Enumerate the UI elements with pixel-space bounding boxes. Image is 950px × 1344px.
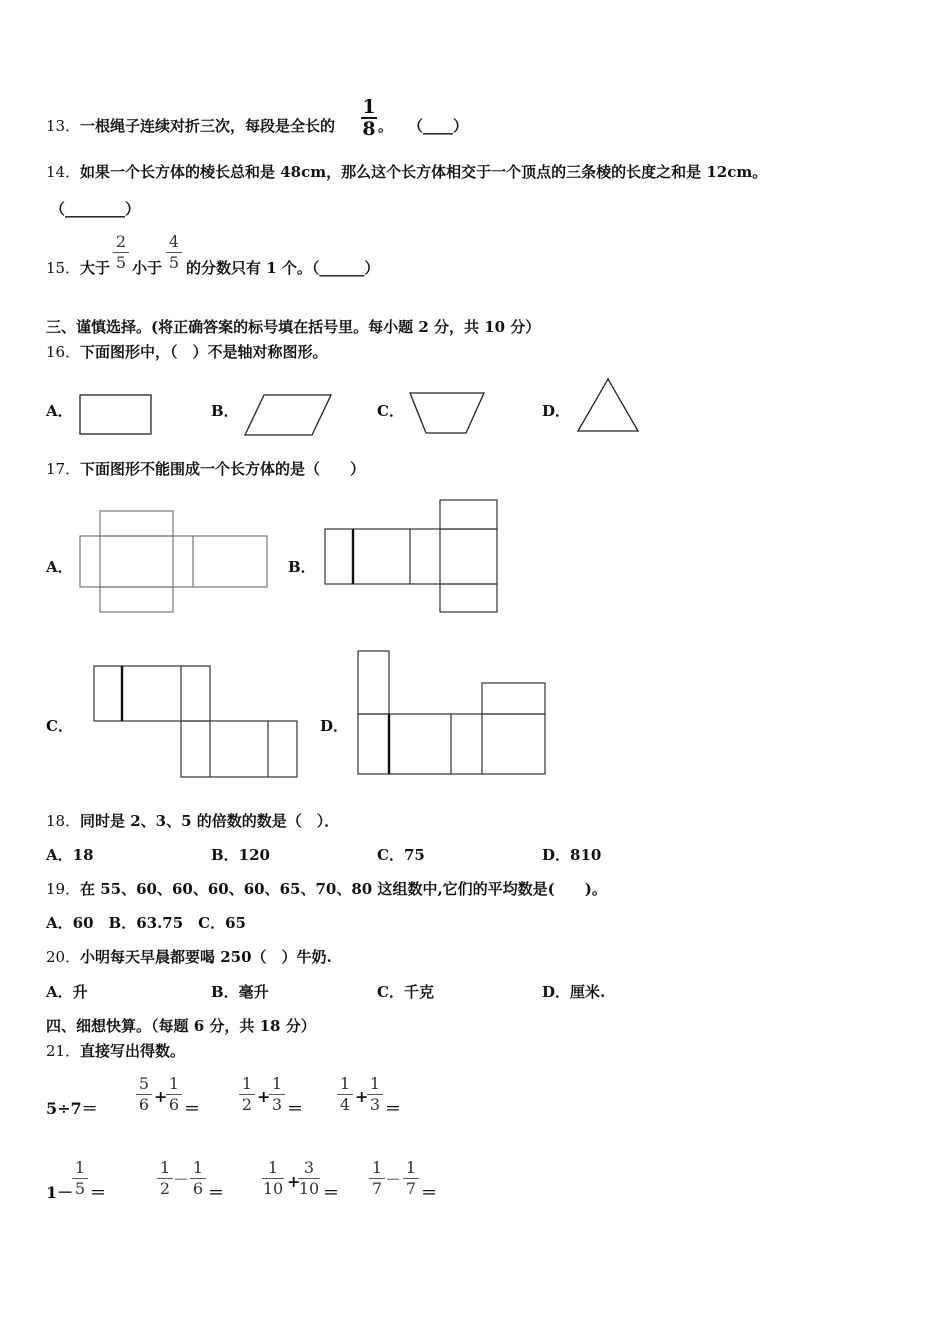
q16-number: 16． xyxy=(46,343,81,361)
q20-option-a[interactable]: A．升 xyxy=(46,983,88,1001)
num: 5 xyxy=(138,1074,150,1093)
q13-frac-den: 8 xyxy=(362,118,376,140)
net-a xyxy=(80,511,267,612)
calc-r1c3-frac-a xyxy=(239,1075,255,1114)
q17-option-a[interactable]: A． xyxy=(46,558,73,576)
q15-pre: 大于 xyxy=(80,259,111,277)
num: 1 xyxy=(168,1074,180,1093)
q16-text: 下面图形中，（ ）不是轴对称图形。 xyxy=(80,343,328,361)
net-d xyxy=(358,651,545,774)
num: 1 xyxy=(271,1074,283,1093)
q15-f1-den: 5 xyxy=(115,253,127,272)
section-4-title: 四、细想快算。（每题 6 分，共 18 分） xyxy=(46,1017,316,1035)
q18-option-b[interactable]: B．120 xyxy=(211,846,270,864)
num: 1 xyxy=(405,1158,417,1177)
q18-number: 18． xyxy=(46,812,81,830)
num: 1 xyxy=(192,1158,204,1177)
q15-f2-num: 4 xyxy=(168,232,180,251)
calc-r2c2-op: － xyxy=(173,1170,190,1189)
num: 1 xyxy=(159,1158,171,1177)
calc-r2c2-eq: ＝ xyxy=(208,1183,225,1202)
calc-r2c2-frac-a xyxy=(157,1159,173,1198)
calc-r1c4-eq: ＝ xyxy=(385,1099,402,1118)
trapezoid-shape xyxy=(410,393,484,433)
q15-f1-num: 2 xyxy=(115,232,127,251)
q15-mid: 小于 xyxy=(132,259,163,277)
calc-r1c4-frac-b xyxy=(367,1075,383,1114)
q13-number: 13． xyxy=(46,117,81,135)
den: 6 xyxy=(138,1095,150,1114)
q13-answer-blank[interactable]: （____） xyxy=(408,117,469,135)
q19-text: 在 55、60、60、60、60、65、70、80 这组数中,它们的平均数是( )。 xyxy=(80,880,607,898)
den: 3 xyxy=(369,1095,381,1114)
net-c xyxy=(94,666,297,777)
q20-text: 小明每天早晨都要喝 250（ ）牛奶. xyxy=(80,948,332,966)
den: 4 xyxy=(339,1095,351,1114)
q13-frac-num: 1 xyxy=(362,96,376,118)
den: 6 xyxy=(192,1179,204,1198)
den: 10 xyxy=(298,1179,320,1198)
den: 2 xyxy=(241,1095,253,1114)
q13-tail: 。 xyxy=(378,117,394,135)
q15-f2-den: 5 xyxy=(168,253,180,272)
q18-option-a[interactable]: A．18 xyxy=(46,846,94,864)
q13-text: 一根绳子连续对折三次，每段是全长的 xyxy=(80,117,336,135)
calc-r2c1-frac xyxy=(72,1159,88,1198)
q21-number: 21． xyxy=(46,1042,81,1060)
num: 3 xyxy=(303,1158,315,1177)
num: 1 xyxy=(371,1158,383,1177)
den: 7 xyxy=(405,1179,417,1198)
q16-option-b[interactable]: B． xyxy=(211,402,239,420)
q18-text: 同时是 2、3、5 的倍数的数是（ ）． xyxy=(80,812,340,830)
calc-r1c2-frac-b xyxy=(166,1075,182,1114)
calc-r2c3-frac-b xyxy=(298,1159,320,1198)
q15-number: 15． xyxy=(46,259,81,277)
q18-option-d[interactable]: D．810 xyxy=(542,846,602,864)
q20-number: 20． xyxy=(46,948,81,966)
calc-r1c2-frac-a xyxy=(136,1075,152,1114)
den: 3 xyxy=(271,1095,283,1114)
calc-r1c1: 5÷7＝ xyxy=(46,1099,98,1118)
calc-r1c4-op: + xyxy=(355,1087,369,1106)
q18-option-c[interactable]: C．75 xyxy=(377,846,425,864)
num: 1 xyxy=(369,1074,381,1093)
q20-option-b[interactable]: B．毫升 xyxy=(211,983,269,1001)
q16-option-c[interactable]: C． xyxy=(377,402,404,420)
calc-r1c3-frac-b xyxy=(269,1075,285,1114)
calc-r1c3-eq: ＝ xyxy=(287,1099,304,1118)
q17-option-b[interactable]: B． xyxy=(288,558,316,576)
calc-r2c1-eq: ＝ xyxy=(90,1183,107,1202)
q14-text: 如果一个长方体的棱长总和是 48cm，那么这个长方体相交于一个顶点的三条棱的长度之和是 12cm。 xyxy=(80,163,768,181)
q16-option-d[interactable]: D． xyxy=(542,402,571,420)
calc-r2c4-frac-b xyxy=(403,1159,419,1198)
q21-text: 直接写出得数。 xyxy=(80,1042,186,1060)
calc-r1c4-frac-a xyxy=(337,1075,353,1114)
calc-r1c3-op: + xyxy=(257,1087,271,1106)
section-3-title: 三、谨慎选择。(将正确答案的标号填在括号里。每小题 2 分，共 10 分） xyxy=(46,318,541,336)
q17-text: 下面图形不能围成一个长方体的是（ ） xyxy=(80,460,366,478)
parallelogram-shape xyxy=(245,395,331,435)
calc-r2c3-frac-a xyxy=(262,1159,284,1198)
net-b xyxy=(325,500,497,612)
q17-option-c[interactable]: C． xyxy=(46,717,73,735)
q16-option-a[interactable]: A． xyxy=(46,402,73,420)
den: 10 xyxy=(262,1179,284,1198)
q14-number: 14． xyxy=(46,163,81,181)
calc-r2c2-frac-b xyxy=(190,1159,206,1198)
den: 5 xyxy=(74,1179,86,1198)
num: 1 xyxy=(74,1158,86,1177)
q20-option-c[interactable]: C．千克 xyxy=(377,983,434,1001)
calc-r1c2-op: + xyxy=(154,1087,168,1106)
num: 1 xyxy=(241,1074,253,1093)
q14-answer-blank[interactable]: （________） xyxy=(50,200,141,218)
calc-r1c2-eq: ＝ xyxy=(184,1099,201,1118)
q17-number: 17． xyxy=(46,460,81,478)
den: 2 xyxy=(159,1179,171,1198)
q19-number: 19． xyxy=(46,880,81,898)
num: 1 xyxy=(339,1074,351,1093)
calc-r2c4-op: － xyxy=(385,1170,402,1189)
calc-r2c4-eq: ＝ xyxy=(421,1183,438,1202)
rectangle-shape xyxy=(80,395,151,434)
q20-option-d[interactable]: D．厘米. xyxy=(542,983,606,1001)
calc-r2c3-eq: ＝ xyxy=(323,1183,340,1202)
triangle-shape xyxy=(578,379,638,431)
calc-r2c4-frac-a xyxy=(369,1159,385,1198)
calc-r2c3-op: + xyxy=(287,1172,301,1191)
q17-option-d[interactable]: D． xyxy=(320,717,349,735)
calc-r2c1-pre: 1－ xyxy=(46,1183,74,1202)
q19-options[interactable]: A．60 B．63.75 C．65 xyxy=(46,914,246,932)
num: 1 xyxy=(267,1158,279,1177)
den: 6 xyxy=(168,1095,180,1114)
den: 7 xyxy=(371,1179,383,1198)
q15-post: 的分数只有 1 个。（______） xyxy=(186,259,380,277)
